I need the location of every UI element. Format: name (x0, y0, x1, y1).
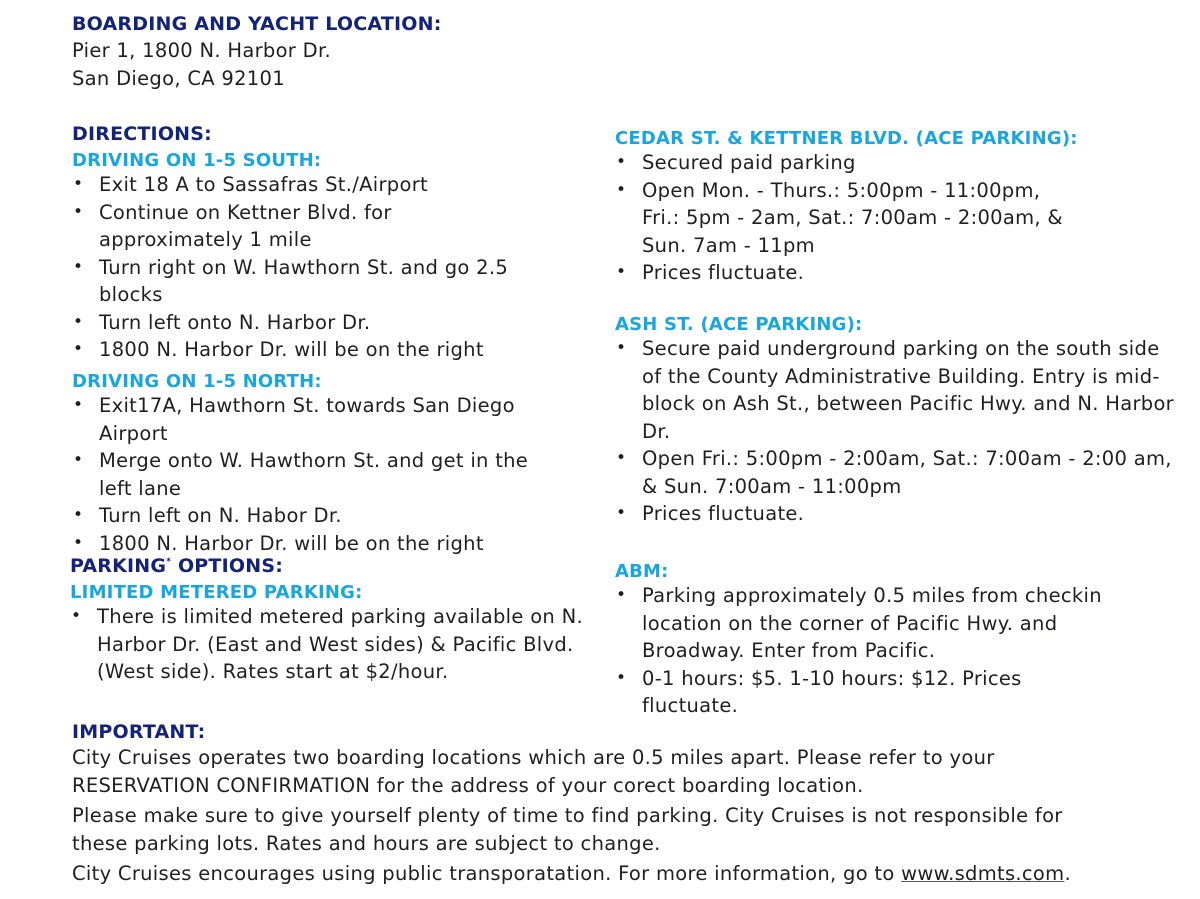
important-paragraph-3: City Cruises encourages using public transporatation. For more information, go to www.sdmts.com. (72, 862, 1071, 885)
list-item: • Prices fluctuate. (615, 500, 1175, 528)
cedar-list (615, 149, 1065, 287)
parking-heading: PARKING* OPTIONS: (70, 555, 283, 577)
list-item: • Turn left on N. Habor Dr. (72, 502, 542, 530)
list-item: • 0-1 hours: $5. 1-10 hours: $12. Prices fluctuate. (615, 665, 1115, 720)
cedar-heading: CEDAR ST. & KETTNER BLVD. (ACE PARKING): (615, 128, 1078, 149)
ash-section (615, 314, 1175, 528)
list-item: • Open Fri.: 5:00pm - 2:00am, Sat.: 7:00am - 2:00 am, & Sun. 7:00am - 11:00pm (615, 445, 1175, 500)
important-heading: IMPORTANT: (72, 721, 206, 743)
important-paragraph-2: Please make sure to give yourself plenty of time to find parking. City Cruises is not responsible for these parking lots. Rates and hours are subject to change. (72, 804, 1063, 855)
list-item: • Merge onto W. Hawthorn St. and get in the left lane (72, 447, 542, 502)
abm-heading: ABM: (615, 561, 669, 582)
ash-list (615, 335, 1175, 528)
boarding-section (72, 13, 592, 92)
south-heading: DRIVING ON 1-5 SOUTH: (72, 150, 322, 171)
south-list (72, 171, 542, 364)
list-item: • Exit17A, Hawthorn St. towards San Diego Airport (72, 392, 542, 447)
list-item: • 1800 N. Harbor Dr. will be on the right (72, 336, 542, 364)
list-item: • Prices fluctuate. (615, 259, 1065, 287)
parking-section (70, 555, 610, 686)
directions-heading: DIRECTIONS: (72, 123, 212, 145)
cedar-section (615, 128, 1175, 287)
list-item: • Continue on Kettner Blvd. for approximately 1 mile (72, 199, 542, 254)
list-item: • Secure paid underground parking on the south side of the County Administrative Building. Entry is mid-block on Ash St., between Pacific Hwy. and N. Harbor Dr. (615, 335, 1175, 445)
boarding-address-line1: Pier 1, 1800 N. Harbor Dr. (72, 39, 331, 62)
boarding-address-line2: San Diego, CA 92101 (72, 66, 285, 90)
important-paragraph-1: City Cruises operates two boarding locations which are 0.5 miles apart. Please refer to your RESERVATION CONFIRMATION for the address of your corect boarding location. (72, 746, 995, 797)
list-item: • Exit 18 A to Sassafras St./Airport (72, 171, 542, 199)
list-item: • Parking approximately 0.5 miles from checkin location on the corner of Pacific Hwy. and Broadway. Enter from Pacific. (615, 582, 1115, 665)
metered-list (70, 603, 605, 686)
north-list (72, 392, 542, 557)
list-item: • Turn left onto N. Harbor Dr. (72, 309, 542, 337)
ash-heading: ASH ST. (ACE PARKING): (615, 314, 863, 335)
important-section (72, 721, 1082, 888)
list-item: • 1800 N. Harbor Dr. will be on the right (72, 530, 542, 558)
list-item: • Turn right on W. Hawthorn St. and go 2.5 blocks (72, 254, 542, 309)
list-item: • There is limited metered parking available on N. Harbor Dr. (East and West sides) & Pacific Blvd. (West side). Rates start at $2/hour. (70, 603, 605, 686)
north-section (72, 371, 592, 557)
metered-heading: LIMITED METERED PARKING: (70, 582, 363, 603)
north-heading: DRIVING ON 1-5 NORTH: (72, 371, 322, 392)
directions-section (72, 123, 592, 364)
list-item: • Open Mon. - Thurs.: 5:00pm - 11:00pm, Fri.: 5pm - 2am, Sat.: 7:00am - 2:00am, & Sun. 7am - 11pm (615, 177, 1065, 260)
abm-list (615, 582, 1115, 720)
boarding-heading: BOARDING AND YACHT LOCATION: (72, 13, 442, 35)
sdmts-link[interactable]: www.sdmts.com (901, 862, 1065, 885)
abm-section (615, 561, 1175, 720)
list-item: • Secured paid parking (615, 149, 1065, 177)
